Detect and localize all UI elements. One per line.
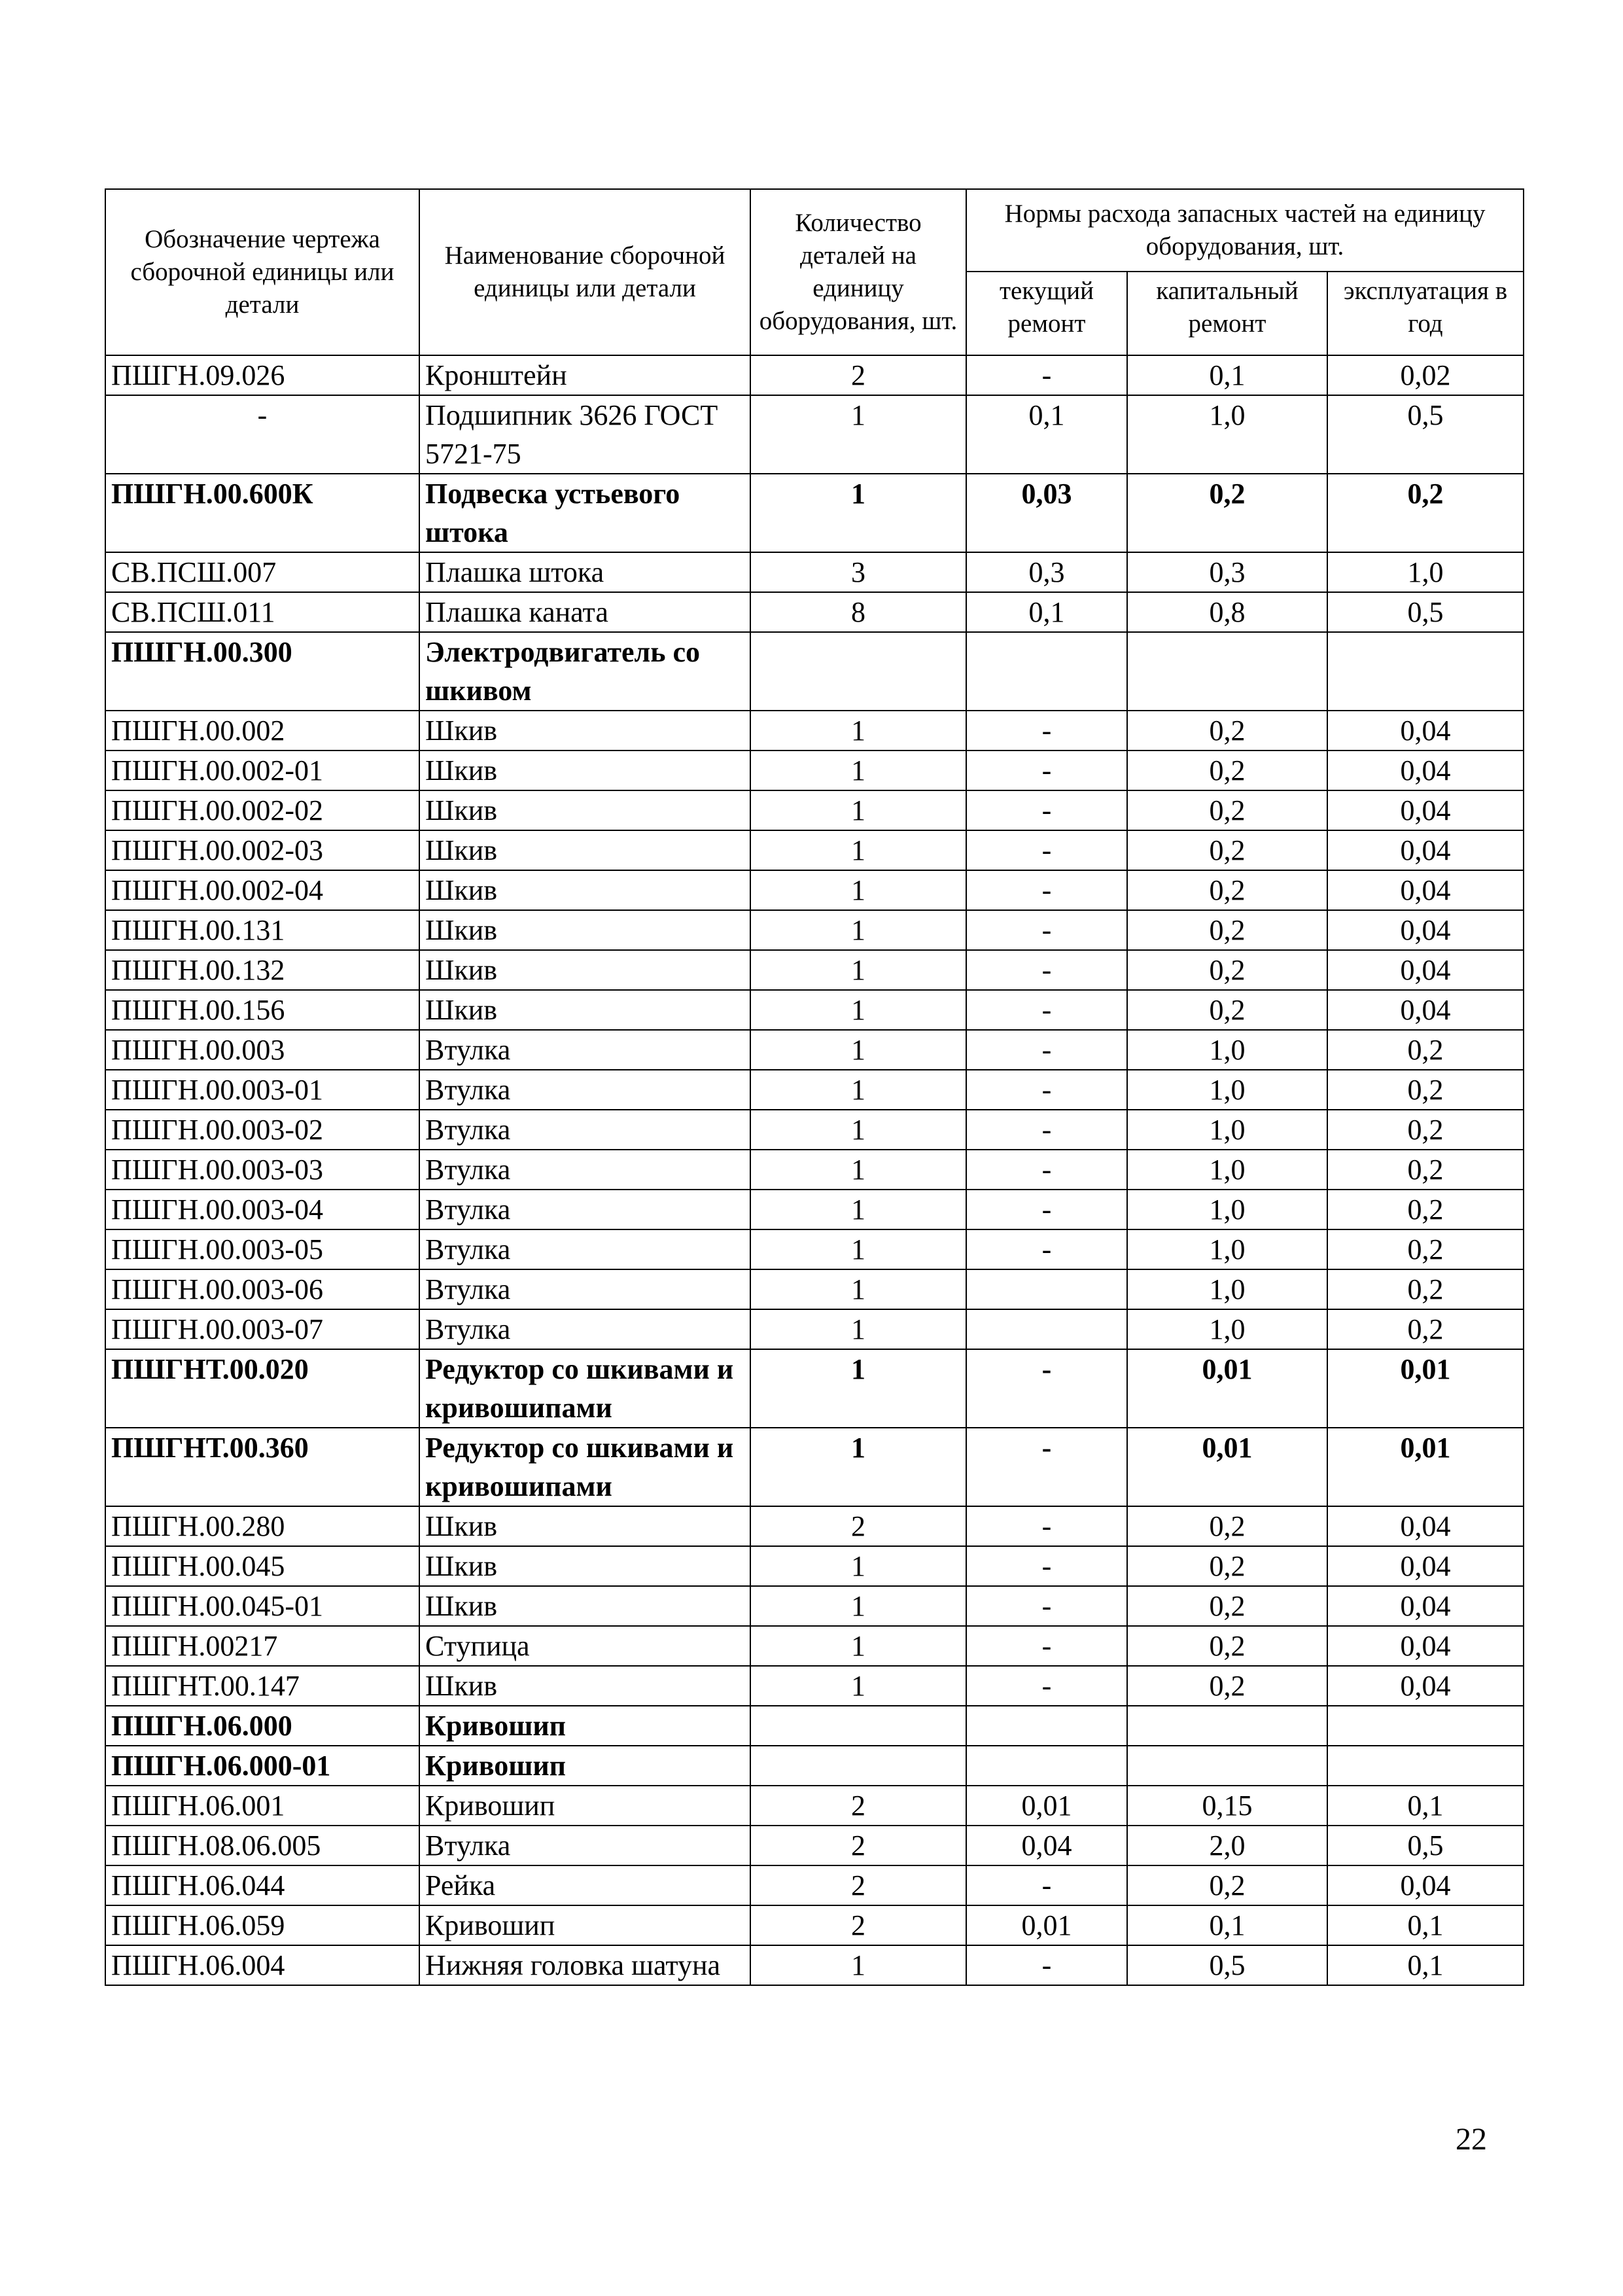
cell-current-repair: 0,03 bbox=[966, 474, 1127, 552]
cell-current-repair: 0,1 bbox=[966, 395, 1127, 474]
cell-quantity: 1 bbox=[750, 1626, 966, 1666]
cell-drawing: ПШГН.00.003-04 bbox=[105, 1190, 419, 1229]
cell-current-repair: - bbox=[966, 1506, 1127, 1546]
cell-operation: 0,04 bbox=[1327, 910, 1524, 950]
cell-operation: 0,01 bbox=[1327, 1349, 1524, 1428]
cell-quantity bbox=[750, 632, 966, 711]
cell-drawing: ПШГН.00.003-02 bbox=[105, 1110, 419, 1150]
cell-quantity: 1 bbox=[750, 1586, 966, 1626]
cell-capital-repair: 1,0 bbox=[1127, 1229, 1327, 1269]
cell-operation: 0,04 bbox=[1327, 1666, 1524, 1706]
cell-name: Втулка bbox=[419, 1309, 750, 1349]
cell-operation: 0,2 bbox=[1327, 1229, 1524, 1269]
cell-capital-repair: 1,0 bbox=[1127, 1269, 1327, 1309]
cell-drawing: ПШГН.00.003-01 bbox=[105, 1070, 419, 1110]
cell-capital-repair bbox=[1127, 1706, 1327, 1746]
cell-drawing: ПШГН.00.003-05 bbox=[105, 1229, 419, 1269]
table-row bbox=[105, 711, 1524, 751]
table-row bbox=[105, 1786, 1524, 1826]
cell-quantity: 2 bbox=[750, 1905, 966, 1945]
cell-name: Шкив bbox=[419, 870, 750, 910]
cell-capital-repair: 0,2 bbox=[1127, 870, 1327, 910]
table-row bbox=[105, 632, 1524, 711]
cell-drawing: ПШГНТ.00.360 bbox=[105, 1428, 419, 1506]
table-row bbox=[105, 1945, 1524, 1985]
cell-name: Втулка bbox=[419, 1826, 750, 1865]
cell-quantity: 8 bbox=[750, 592, 966, 632]
cell-current-repair: - bbox=[966, 830, 1127, 870]
cell-name: Рейка bbox=[419, 1865, 750, 1905]
cell-drawing: ПШГН.00.003 bbox=[105, 1030, 419, 1070]
table-row bbox=[105, 1826, 1524, 1865]
cell-drawing: ПШГН.06.044 bbox=[105, 1865, 419, 1905]
cell-operation: 0,04 bbox=[1327, 1865, 1524, 1905]
cell-current-repair: - bbox=[966, 1110, 1127, 1150]
cell-drawing: ПШГН.09.026 bbox=[105, 355, 419, 395]
table-row bbox=[105, 1546, 1524, 1586]
cell-name: Нижняя головка шатуна bbox=[419, 1945, 750, 1985]
cell-current-repair: - bbox=[966, 1229, 1127, 1269]
cell-quantity: 1 bbox=[750, 1546, 966, 1586]
spare-parts-table bbox=[105, 188, 1524, 1986]
cell-name: Подшипник 3626 ГОСТ 5721-75 bbox=[419, 395, 750, 474]
cell-operation: 1,0 bbox=[1327, 552, 1524, 592]
cell-name: Втулка bbox=[419, 1269, 750, 1309]
table-row bbox=[105, 592, 1524, 632]
cell-operation: 0,2 bbox=[1327, 1070, 1524, 1110]
cell-name: Кривошип bbox=[419, 1706, 750, 1746]
cell-name: Шкив bbox=[419, 950, 750, 990]
cell-capital-repair: 0,8 bbox=[1127, 592, 1327, 632]
cell-capital-repair: 0,2 bbox=[1127, 1626, 1327, 1666]
cell-current-repair: - bbox=[966, 1030, 1127, 1070]
cell-name: Кронштейн bbox=[419, 355, 750, 395]
cell-quantity: 1 bbox=[750, 990, 966, 1030]
cell-drawing: ПШГН.06.001 bbox=[105, 1786, 419, 1826]
table-row bbox=[105, 1229, 1524, 1269]
cell-drawing: ПШГН.00.131 bbox=[105, 910, 419, 950]
cell-operation: 0,04 bbox=[1327, 790, 1524, 830]
table-row bbox=[105, 1428, 1524, 1506]
cell-capital-repair: 0,2 bbox=[1127, 711, 1327, 751]
cell-capital-repair: 0,2 bbox=[1127, 1506, 1327, 1546]
cell-quantity: 1 bbox=[750, 1666, 966, 1706]
cell-capital-repair: 0,1 bbox=[1127, 355, 1327, 395]
header-quantity: Количество деталей на единицу оборудования, шт. bbox=[750, 189, 966, 355]
cell-drawing: - bbox=[105, 395, 419, 474]
cell-drawing: ПШГНТ.00.020 bbox=[105, 1349, 419, 1428]
header-operation-year: эксплуатация в год bbox=[1327, 272, 1524, 355]
cell-quantity: 1 bbox=[750, 950, 966, 990]
cell-current-repair: 0,01 bbox=[966, 1786, 1127, 1826]
cell-name: Шкив bbox=[419, 910, 750, 950]
cell-name: Шкив bbox=[419, 1586, 750, 1626]
header-drawing: Обозначение чертежа сборочной единицы или детали bbox=[105, 189, 419, 355]
cell-quantity: 2 bbox=[750, 355, 966, 395]
header-name: Наименование сборочной единицы или детали bbox=[419, 189, 750, 355]
cell-quantity: 1 bbox=[750, 910, 966, 950]
cell-quantity: 1 bbox=[750, 1030, 966, 1070]
cell-quantity: 1 bbox=[750, 870, 966, 910]
cell-quantity: 1 bbox=[750, 1945, 966, 1985]
cell-drawing: СВ.ПСШ.007 bbox=[105, 552, 419, 592]
table-row bbox=[105, 1190, 1524, 1229]
cell-drawing: СВ.ПСШ.011 bbox=[105, 592, 419, 632]
cell-current-repair: - bbox=[966, 990, 1127, 1030]
cell-name: Втулка bbox=[419, 1190, 750, 1229]
cell-current-repair: - bbox=[966, 870, 1127, 910]
cell-drawing: ПШГН.06.004 bbox=[105, 1945, 419, 1985]
cell-current-repair: - bbox=[966, 1349, 1127, 1428]
cell-capital-repair: 0,1 bbox=[1127, 1905, 1327, 1945]
cell-capital-repair: 0,2 bbox=[1127, 830, 1327, 870]
cell-operation bbox=[1327, 632, 1524, 711]
cell-current-repair: - bbox=[966, 1428, 1127, 1506]
cell-current-repair: - bbox=[966, 790, 1127, 830]
table-row bbox=[105, 950, 1524, 990]
table-body bbox=[105, 355, 1524, 1985]
table-row bbox=[105, 1666, 1524, 1706]
cell-current-repair: - bbox=[966, 355, 1127, 395]
cell-current-repair: - bbox=[966, 1666, 1127, 1706]
cell-drawing: ПШГН.08.06.005 bbox=[105, 1826, 419, 1865]
cell-operation: 0,02 bbox=[1327, 355, 1524, 395]
cell-quantity: 2 bbox=[750, 1506, 966, 1546]
cell-name: Шкив bbox=[419, 751, 750, 790]
cell-current-repair: - bbox=[966, 1865, 1127, 1905]
cell-name: Шкив bbox=[419, 1666, 750, 1706]
cell-name: Втулка bbox=[419, 1070, 750, 1110]
header-norms: Нормы расхода запасных частей на единицу оборудования, шт. bbox=[966, 189, 1524, 272]
cell-current-repair bbox=[966, 1309, 1127, 1349]
cell-capital-repair: 0,2 bbox=[1127, 1666, 1327, 1706]
table-row bbox=[105, 830, 1524, 870]
cell-capital-repair: 1,0 bbox=[1127, 1150, 1327, 1190]
cell-operation: 0,04 bbox=[1327, 1546, 1524, 1586]
cell-current-repair: 0,01 bbox=[966, 1905, 1127, 1945]
cell-quantity: 1 bbox=[750, 1309, 966, 1349]
cell-name: Редуктор со шкивами и кривошипами bbox=[419, 1428, 750, 1506]
cell-name: Шкив bbox=[419, 830, 750, 870]
cell-quantity: 2 bbox=[750, 1865, 966, 1905]
cell-capital-repair: 0,15 bbox=[1127, 1786, 1327, 1826]
cell-current-repair: - bbox=[966, 1626, 1127, 1666]
cell-capital-repair: 0,2 bbox=[1127, 990, 1327, 1030]
cell-name: Плашка каната bbox=[419, 592, 750, 632]
cell-capital-repair: 0,5 bbox=[1127, 1945, 1327, 1985]
cell-capital-repair: 1,0 bbox=[1127, 1070, 1327, 1110]
cell-drawing: ПШГН.00.002-03 bbox=[105, 830, 419, 870]
cell-capital-repair: 0,2 bbox=[1127, 790, 1327, 830]
table-row bbox=[105, 1110, 1524, 1150]
cell-current-repair: - bbox=[966, 950, 1127, 990]
cell-operation: 0,2 bbox=[1327, 1150, 1524, 1190]
table-row bbox=[105, 395, 1524, 474]
cell-quantity: 1 bbox=[750, 1110, 966, 1150]
cell-drawing: ПШГН.00.045-01 bbox=[105, 1586, 419, 1626]
table-row bbox=[105, 910, 1524, 950]
cell-capital-repair: 0,3 bbox=[1127, 552, 1327, 592]
cell-capital-repair: 2,0 bbox=[1127, 1826, 1327, 1865]
cell-current-repair: - bbox=[966, 910, 1127, 950]
cell-operation: 0,04 bbox=[1327, 1626, 1524, 1666]
cell-name: Плашка штока bbox=[419, 552, 750, 592]
cell-name: Кривошип bbox=[419, 1786, 750, 1826]
cell-capital-repair: 0,2 bbox=[1127, 474, 1327, 552]
cell-quantity: 1 bbox=[750, 1190, 966, 1229]
cell-name: Втулка bbox=[419, 1030, 750, 1070]
cell-current-repair: - bbox=[966, 1070, 1127, 1110]
table-header bbox=[105, 189, 1524, 355]
cell-operation: 0,2 bbox=[1327, 1110, 1524, 1150]
cell-drawing: ПШГН.00.002-04 bbox=[105, 870, 419, 910]
cell-operation: 0,2 bbox=[1327, 1030, 1524, 1070]
cell-drawing: ПШГН.00.132 bbox=[105, 950, 419, 990]
cell-capital-repair: 0,2 bbox=[1127, 1586, 1327, 1626]
cell-drawing: ПШГН.00.002 bbox=[105, 711, 419, 751]
cell-capital-repair: 0,01 bbox=[1127, 1428, 1327, 1506]
cell-operation: 0,04 bbox=[1327, 830, 1524, 870]
cell-quantity: 1 bbox=[750, 711, 966, 751]
cell-drawing: ПШГНТ.00.147 bbox=[105, 1666, 419, 1706]
cell-current-repair: - bbox=[966, 1190, 1127, 1229]
cell-current-repair: 0,1 bbox=[966, 592, 1127, 632]
table-row bbox=[105, 1070, 1524, 1110]
cell-drawing: ПШГН.00.003-03 bbox=[105, 1150, 419, 1190]
table-row bbox=[105, 1309, 1524, 1349]
cell-name: Кривошип bbox=[419, 1746, 750, 1786]
cell-capital-repair: 1,0 bbox=[1127, 395, 1327, 474]
cell-quantity: 1 bbox=[750, 395, 966, 474]
cell-current-repair: - bbox=[966, 1586, 1127, 1626]
cell-name: Шкив bbox=[419, 790, 750, 830]
cell-current-repair: - bbox=[966, 711, 1127, 751]
cell-operation: 0,04 bbox=[1327, 751, 1524, 790]
cell-drawing: ПШГН.00.045 bbox=[105, 1546, 419, 1586]
cell-capital-repair: 0,2 bbox=[1127, 1865, 1327, 1905]
cell-quantity: 1 bbox=[750, 474, 966, 552]
cell-quantity: 1 bbox=[750, 790, 966, 830]
cell-name: Шкив bbox=[419, 1506, 750, 1546]
cell-capital-repair bbox=[1127, 632, 1327, 711]
table-row bbox=[105, 1626, 1524, 1666]
cell-current-repair bbox=[966, 1746, 1127, 1786]
table-row bbox=[105, 1030, 1524, 1070]
cell-drawing: ПШГН.00.002-02 bbox=[105, 790, 419, 830]
cell-capital-repair bbox=[1127, 1746, 1327, 1786]
cell-capital-repair: 1,0 bbox=[1127, 1030, 1327, 1070]
cell-quantity: 1 bbox=[750, 1428, 966, 1506]
table-row bbox=[105, 1865, 1524, 1905]
table-row bbox=[105, 552, 1524, 592]
cell-drawing: ПШГН.06.000-01 bbox=[105, 1746, 419, 1786]
cell-quantity: 1 bbox=[750, 1349, 966, 1428]
cell-quantity bbox=[750, 1746, 966, 1786]
cell-current-repair bbox=[966, 1269, 1127, 1309]
cell-current-repair: - bbox=[966, 1150, 1127, 1190]
cell-operation: 0,1 bbox=[1327, 1945, 1524, 1985]
cell-drawing: ПШГН.00.003-06 bbox=[105, 1269, 419, 1309]
cell-capital-repair: 0,01 bbox=[1127, 1349, 1327, 1428]
header-capital-repair: капитальный ремонт bbox=[1127, 272, 1327, 355]
cell-name: Подвеска устьевого штока bbox=[419, 474, 750, 552]
cell-current-repair: 0,3 bbox=[966, 552, 1127, 592]
cell-quantity: 2 bbox=[750, 1826, 966, 1865]
cell-current-repair: - bbox=[966, 1945, 1127, 1985]
table-row bbox=[105, 1269, 1524, 1309]
cell-operation: 0,04 bbox=[1327, 1506, 1524, 1546]
cell-name: Втулка bbox=[419, 1229, 750, 1269]
cell-capital-repair: 0,2 bbox=[1127, 751, 1327, 790]
cell-operation: 0,5 bbox=[1327, 395, 1524, 474]
cell-drawing: ПШГН.00.280 bbox=[105, 1506, 419, 1546]
cell-name: Втулка bbox=[419, 1150, 750, 1190]
cell-current-repair: - bbox=[966, 751, 1127, 790]
table-row bbox=[105, 355, 1524, 395]
cell-drawing: ПШГН.00217 bbox=[105, 1626, 419, 1666]
cell-operation: 0,1 bbox=[1327, 1786, 1524, 1826]
cell-operation: 0,2 bbox=[1327, 1269, 1524, 1309]
table-row bbox=[105, 1586, 1524, 1626]
cell-operation: 0,04 bbox=[1327, 990, 1524, 1030]
table-row bbox=[105, 751, 1524, 790]
cell-capital-repair: 1,0 bbox=[1127, 1190, 1327, 1229]
table-row bbox=[105, 1349, 1524, 1428]
cell-drawing: ПШГН.06.000 bbox=[105, 1706, 419, 1746]
cell-current-repair bbox=[966, 632, 1127, 711]
cell-quantity: 1 bbox=[750, 1229, 966, 1269]
cell-operation: 0,1 bbox=[1327, 1905, 1524, 1945]
cell-capital-repair: 1,0 bbox=[1127, 1309, 1327, 1349]
cell-quantity bbox=[750, 1706, 966, 1746]
page-number: 22 bbox=[1456, 2122, 1487, 2157]
cell-drawing: ПШГН.00.300 bbox=[105, 632, 419, 711]
cell-quantity: 1 bbox=[750, 751, 966, 790]
cell-operation: 0,2 bbox=[1327, 474, 1524, 552]
cell-operation: 0,5 bbox=[1327, 592, 1524, 632]
table-row bbox=[105, 790, 1524, 830]
table-row bbox=[105, 1150, 1524, 1190]
cell-operation: 0,04 bbox=[1327, 1586, 1524, 1626]
table-row bbox=[105, 1746, 1524, 1786]
cell-operation: 0,01 bbox=[1327, 1428, 1524, 1506]
cell-name: Ступица bbox=[419, 1626, 750, 1666]
cell-operation: 0,04 bbox=[1327, 870, 1524, 910]
table-row bbox=[105, 1506, 1524, 1546]
cell-drawing: ПШГН.00.002-01 bbox=[105, 751, 419, 790]
cell-drawing: ПШГН.00.003-07 bbox=[105, 1309, 419, 1349]
cell-quantity: 2 bbox=[750, 1786, 966, 1826]
table-row bbox=[105, 870, 1524, 910]
cell-name: Шкив bbox=[419, 711, 750, 751]
cell-drawing: ПШГН.06.059 bbox=[105, 1905, 419, 1945]
cell-name: Шкив bbox=[419, 990, 750, 1030]
cell-operation bbox=[1327, 1706, 1524, 1746]
cell-capital-repair: 0,2 bbox=[1127, 1546, 1327, 1586]
cell-current-repair bbox=[966, 1706, 1127, 1746]
table-row bbox=[105, 990, 1524, 1030]
cell-drawing: ПШГН.00.156 bbox=[105, 990, 419, 1030]
cell-operation: 0,2 bbox=[1327, 1190, 1524, 1229]
cell-quantity: 1 bbox=[750, 830, 966, 870]
cell-capital-repair: 0,2 bbox=[1127, 910, 1327, 950]
cell-quantity: 1 bbox=[750, 1070, 966, 1110]
cell-name: Шкив bbox=[419, 1546, 750, 1586]
cell-operation: 0,04 bbox=[1327, 711, 1524, 751]
cell-current-repair: - bbox=[966, 1546, 1127, 1586]
cell-name: Электродвигатель со шкивом bbox=[419, 632, 750, 711]
cell-operation: 0,2 bbox=[1327, 1309, 1524, 1349]
cell-operation: 0,04 bbox=[1327, 950, 1524, 990]
cell-drawing: ПШГН.00.600К bbox=[105, 474, 419, 552]
header-current-repair: текущий ремонт bbox=[966, 272, 1127, 355]
table-row bbox=[105, 1706, 1524, 1746]
cell-name: Кривошип bbox=[419, 1905, 750, 1945]
cell-operation: 0,5 bbox=[1327, 1826, 1524, 1865]
cell-current-repair: 0,04 bbox=[966, 1826, 1127, 1865]
table-row bbox=[105, 474, 1524, 552]
cell-quantity: 3 bbox=[750, 552, 966, 592]
cell-name: Втулка bbox=[419, 1110, 750, 1150]
cell-name: Редуктор со шкивами и кривошипами bbox=[419, 1349, 750, 1428]
cell-operation bbox=[1327, 1746, 1524, 1786]
cell-capital-repair: 1,0 bbox=[1127, 1110, 1327, 1150]
cell-capital-repair: 0,2 bbox=[1127, 950, 1327, 990]
cell-quantity: 1 bbox=[750, 1269, 966, 1309]
cell-quantity: 1 bbox=[750, 1150, 966, 1190]
table-row bbox=[105, 1905, 1524, 1945]
